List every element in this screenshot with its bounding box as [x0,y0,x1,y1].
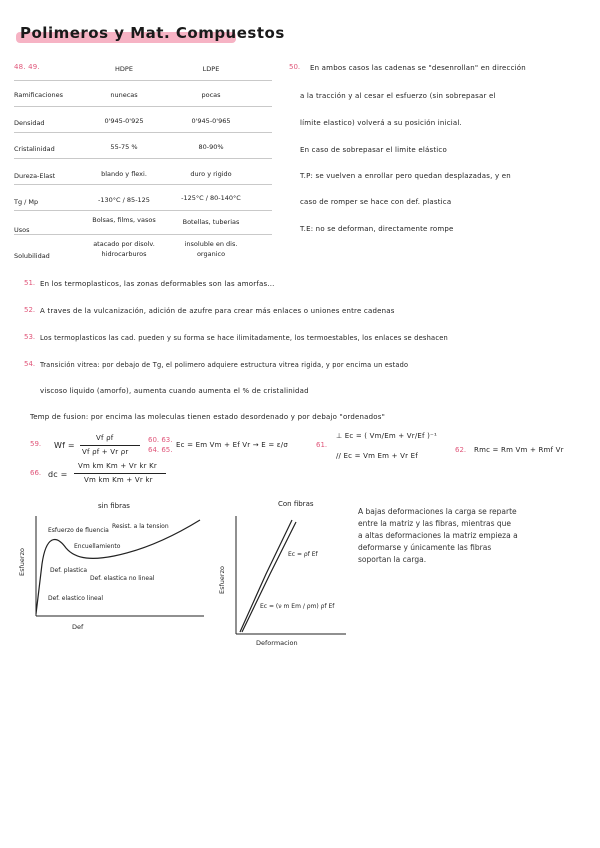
formula-text: ⊥ Ec = ( Vm/Em + Vr/Ef )⁻¹ [336,432,437,440]
graph-title: sin fibras [98,502,130,510]
item-text: Temp de fusion: por encima las moleculas tienen estado desordenado y por debajo "ordenados" [30,413,386,421]
table-header-ldpe: LDPE [202,65,220,73]
item-50-line: límite elastico) volverá a su posición inicial. [300,119,462,127]
row-label: Dureza-Elast [14,172,56,180]
graph-title: Con fibras [278,500,314,508]
fraction-bar [74,473,166,474]
label-lower-modulus: Ec = (ν m Em / ρm) ρf Ef [260,603,335,610]
item-text: viscoso liquido (amorfo), aumenta cuando aumenta el % de cristalinidad [40,387,309,395]
item-number: 53. [24,333,36,341]
row-hdpe-value: blando y flexi. [101,170,147,178]
x-axis-label: Def [72,623,84,631]
formula-text: Rmc = Rm Vm + Rmf Vr [474,446,564,454]
formula-lhs: dc = [48,470,68,479]
label-def-elastico-lineal: Def. elastico lineal [48,595,104,602]
stress-strain-sketch [14,496,214,636]
row-label: Cristalinidad [14,145,55,153]
item-50-line: T.E: no se deforman, directamente rompe [300,225,454,233]
row-hdpe-value: atacado por disolv. hidrocarburos [93,240,155,258]
row-label: Solubilidad [14,252,50,260]
item-number: 51. [24,279,36,287]
row-hdpe-value: 55-75 % [110,143,138,151]
row-label: Usos [14,226,30,234]
formula-number: 62. [455,446,467,454]
label-fluencia: Esfuerzo de fluencia [48,527,109,534]
label-resistencia: Resist. a la tension [112,523,169,530]
table-divider [14,184,272,185]
item-50-line: En caso de sobrepasar el limite elástico [300,146,447,154]
x-axis-label: Deformacion [256,639,298,647]
table-divider [14,158,272,159]
page-title: Polimeros y Mat. Compuestos [20,24,285,42]
label-upper-modulus: Ec = ρf Ef [288,551,318,558]
formula-lhs: Wf = [54,441,75,450]
table-divider [14,132,272,133]
row-hdpe-value: -130°C / 85-125 [98,196,150,204]
title-block [20,24,285,42]
formula-number: 64. 65. [148,446,173,454]
explanatory-note: A bajas deformaciones la carga se reparte entre la matriz y las fibras, mientras que a altas deformaciones la matriz empieza a deformarse y únicamente las fibras soportan la carga. [358,507,518,564]
item-number: 50. [289,63,301,71]
item-number: 54. [24,360,36,368]
row-ldpe-value: Botellas, tuberias [182,218,240,226]
formula-numerator: Vm km Km + Vr kr Kr [78,462,157,470]
formula-denominator: Vm km Km + Vr kr [84,476,153,484]
formula-denominator: Vf ρf + Vr ρr [82,448,129,456]
item-50-line: T.P: se vuelven a enrollar pero quedan desplazadas, y en [300,172,511,180]
curve-a [240,520,292,632]
formula-number: 60. 63. [148,436,173,444]
row-hdpe-value: nunecas [110,91,138,99]
item-text: En los termoplasticos, las zonas deformables son las amorfas... [40,280,275,288]
item-text: Transición vitrea: por debajo de Tg, el polimero adquiere estructura vitrea rigida, y por encima un estado [40,361,409,369]
item-text: Los termoplasticos las cad. pueden y su forma se hace ilimitadamente, los termoestables, los enlaces se deshacen [40,334,448,342]
formula-text: // Ec = Vm Em + Vr Ef [336,452,418,460]
y-axis-label: Esfuerzo [218,566,226,594]
formula-number: 66. [30,469,42,477]
table-divider [14,80,272,81]
fraction-bar [80,445,140,446]
item-text: A traves de la vulcanización, adición de azufre para crear más enlaces o uniones entre cadenas [40,307,395,315]
formula-number: 61. [316,441,328,449]
label-encuellamiento: Encuellamiento [74,543,121,550]
table-divider [14,210,272,211]
row-ldpe-value: pocas [201,91,221,99]
item-50-line: caso de romper se hace con def. plastica [300,198,452,206]
formula-number: 59. [30,440,42,448]
item-number: 52. [24,306,36,314]
formula-numerator: Vf ρf [96,434,114,442]
table-header-hdpe: HDPE [115,65,133,73]
table-divider [14,234,272,235]
item-50-line: En ambos casos las cadenas se "desenrollan" en dirección [310,64,526,72]
table-number: 48. 49. [14,63,40,71]
row-label: Ramificaciones [14,91,64,99]
row-ldpe-value: 0'945-0'965 [191,117,231,125]
y-axis-label: Esfuerzo [18,548,26,576]
item-50-line: a la tracción y al cesar el esfuerzo (sin sobrepasar el [300,92,496,100]
formula-text: Ec = Em Vm + Ef Vr → E = ε/σ [176,441,288,449]
row-hdpe-value: Bolsas, films, vasos [92,216,156,224]
row-ldpe-value: insoluble en dis. organico [184,240,238,258]
row-ldpe-value: 80-90% [198,143,224,151]
label-def-elastica-no-lineal: Def. elastica no lineal [90,575,155,582]
row-label: Densidad [14,119,45,127]
table-divider [14,106,272,107]
composite-stress-strain-sketch [210,494,350,650]
row-ldpe-value: -125°C / 80-140°C [181,194,241,202]
row-hdpe-value: 0'945-0'925 [104,117,144,125]
curve-b [242,522,296,632]
row-label: Tg / Mp [14,198,39,206]
row-ldpe-value: duro y rigido [190,170,232,178]
label-def-plastica: Def. plastica [50,567,88,574]
